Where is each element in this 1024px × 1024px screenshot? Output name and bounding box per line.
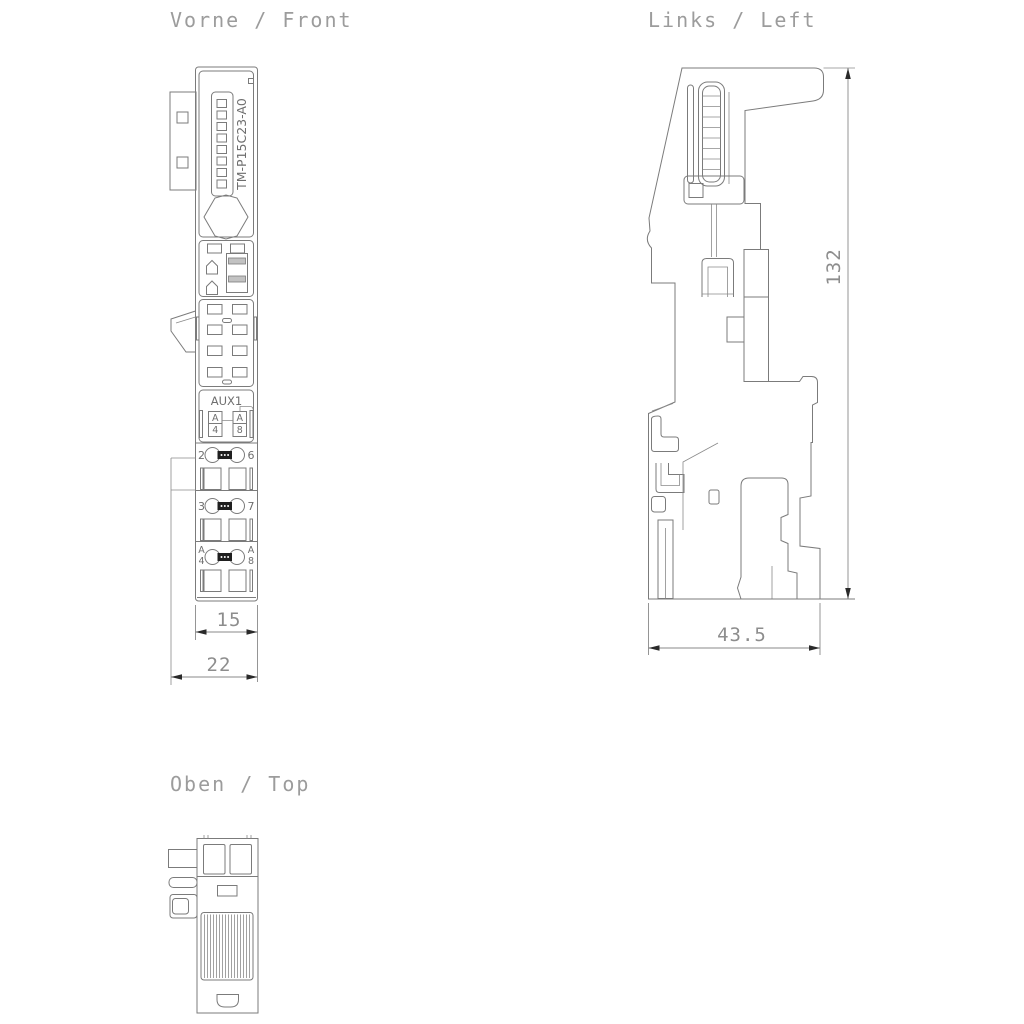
front-label-section [199,71,254,239]
gear-knob [204,195,248,239]
row1-right-label: 6 [247,449,255,462]
dim-43-5-text: 43.5 [717,624,767,646]
aux-label: AUX1 [210,394,243,408]
front-view-title: Vorne / Front [170,8,353,32]
dim-43-5 [649,603,821,655]
left-clamp [702,204,734,297]
front-left-step [171,458,196,685]
top-left-connectors [169,850,198,919]
front-left-connector [170,92,196,190]
led-squares [217,100,227,189]
top-center-slot [218,886,238,897]
top-ribbed-grip [201,913,253,981]
top-view-drawing [160,820,310,1024]
left-terminal-strip [688,82,730,186]
left-view-title: Links / Left [648,8,817,32]
front-bus-section [199,241,254,297]
terminal-row-2 [198,499,255,541]
aux-box2-top: A [236,413,244,424]
terminal-row-3 [198,545,255,592]
terminal-row-1 [198,448,255,490]
left-view-drawing [600,50,900,700]
dim-22 [171,654,258,680]
row2-left-label: 3 [198,500,205,513]
aux-box2-bottom: 8 [236,425,243,436]
row2-right-label: 7 [247,500,255,513]
front-left-hook [171,311,196,352]
row3-right-bottom-label: 8 [247,556,255,567]
left-body-outline [647,68,823,599]
row3-right-top-label: A [247,545,255,556]
top-release-tab [217,995,239,1008]
left-lower-features [652,416,720,599]
top-body-outline [197,839,258,1014]
front-coding-section [197,300,257,387]
dim-22-text: 22 [206,654,232,676]
front-terminal-rows [196,443,258,592]
front-aux-section [199,390,254,442]
top-terminal-openings [204,845,252,875]
dim-132-text: 132 [823,248,845,286]
dim-15-text: 15 [216,609,242,631]
top-view-title: Oben / Top [170,772,311,796]
dim-132 [823,68,851,599]
left-inner-block [738,478,798,599]
module-label-text: TM-P15C23-A0 [234,98,249,190]
aux-box1-bottom: 4 [212,425,219,436]
front-view-drawing [160,50,350,700]
row3-left-bottom-label: 4 [198,556,205,567]
aux-box1-top: A [212,413,219,424]
row3-left-top-label: A [198,545,205,556]
row1-left-label: 2 [198,449,205,462]
